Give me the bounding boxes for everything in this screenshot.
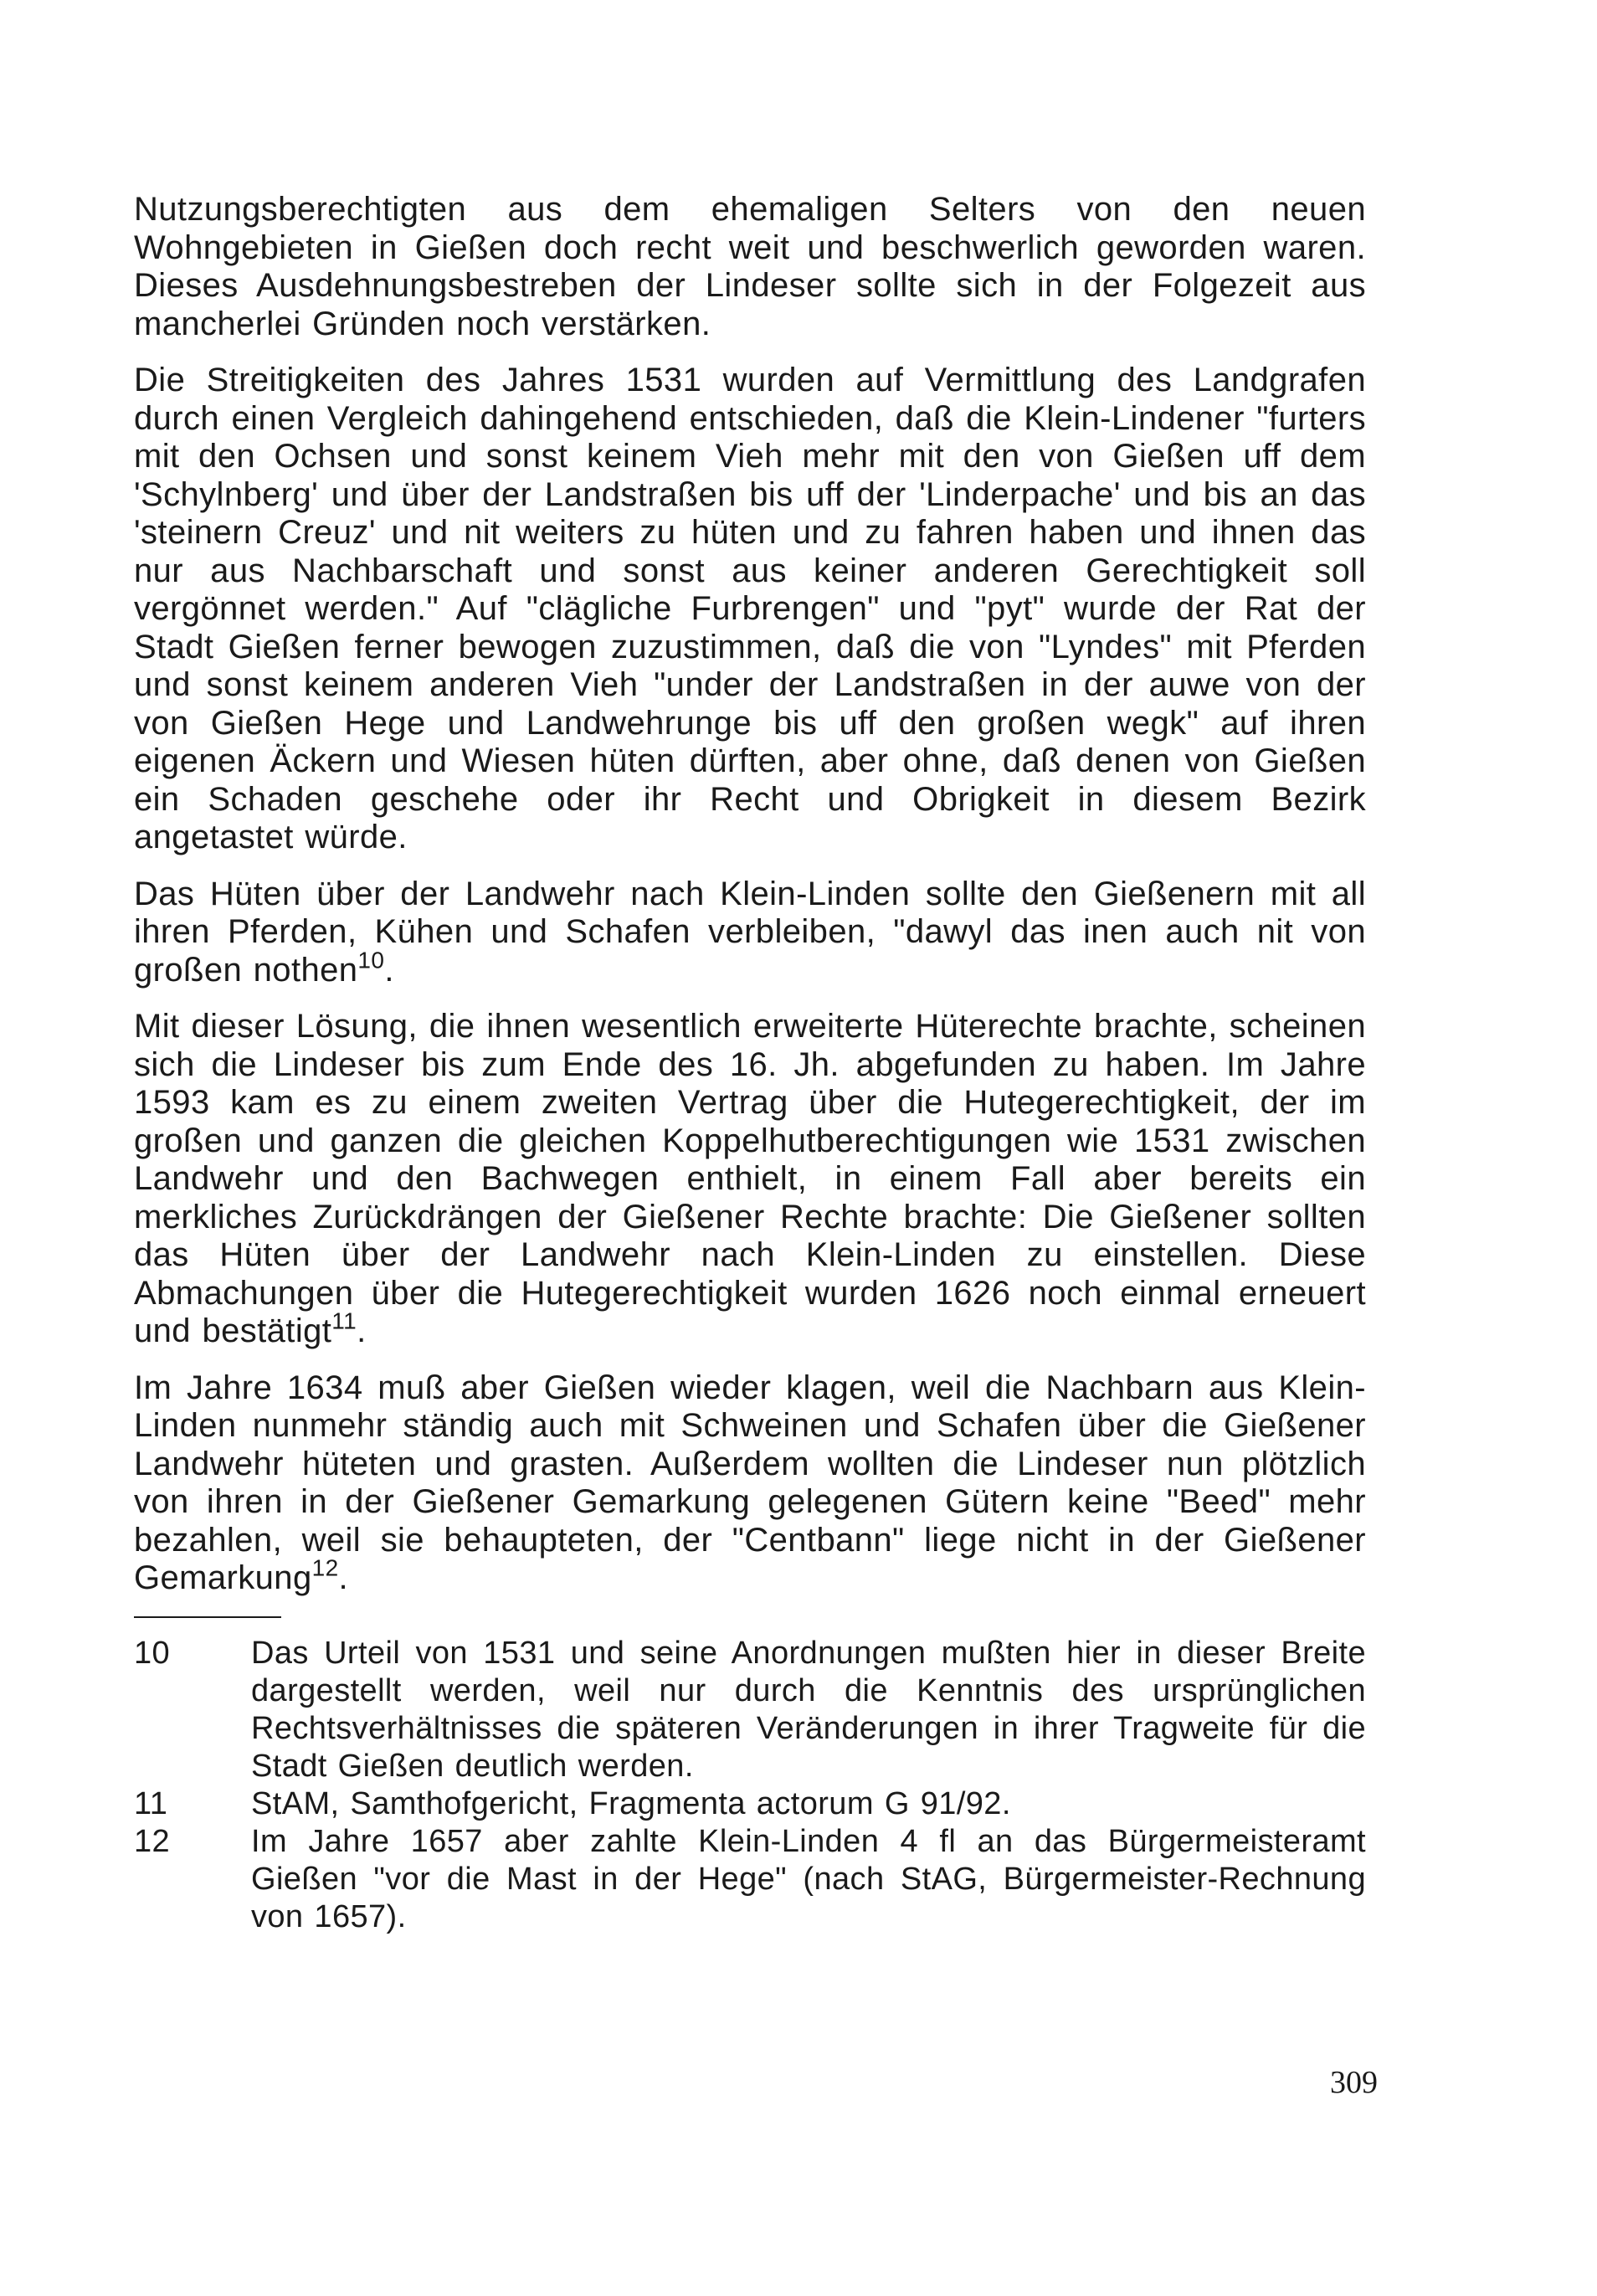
footnote-number: 11 [134, 1785, 168, 1821]
footnotes-list [134, 1635, 1366, 1936]
footnote-ref-11: 11 [331, 1307, 357, 1334]
footnote-number: 12 [134, 1823, 171, 1859]
footnote-separator [134, 1616, 281, 1618]
footnote-ref-10: 10 [357, 947, 385, 973]
page-content [134, 191, 1366, 1936]
paragraph-1 [134, 191, 1366, 343]
paragraph-1-text: Nutzungsberechtigten aus dem ehemaligen Selters von den neuen Wohngebieten in Gießen doch recht weit und beschwerlich geworden waren. Dieses Ausdehnungsbestreben der Lindeser sollte sich in der Folgezeit aus mancherlei Gründen noch verstärken. [134, 191, 1366, 342]
paragraph-3-text: Das Hüten über der Landwehr nach Klein-Linden sollte den Gießenern mit all ihren Pferden, Kühen und Schafen verbleiben, "dawyl das inen auch nit von großen nothen [134, 875, 1366, 989]
footnote-number: 10 [134, 1635, 171, 1671]
footnote-text: Im Jahre 1657 aber zahlte Klein-Linden 4 fl an das Bürgermeisteramt Gießen "vor die Mast in der Hege" (nach StAG, Bürgermeister-Rechnung von 1657). [251, 1823, 1366, 1934]
paragraph-2-text: Die Streitigkeiten des Jahres 1531 wurden auf Vermittlung des Landgrafen durch einen Vergleich dahingehend entschieden, daß die Klein-Lindener "furters mit den Ochsen und sonst keinem Vieh mehr mit den von Gießen uff dem 'Schylnberg' und über der Landstraßen bis uff der 'Linderpache' und bis an das 'steinern Creuz' und nit weiters zu hüten und zu fahren haben und ihnen das nur aus Nachbarschaft und sonst aus keiner anderen Gerechtigkeit soll vergönnet werden." Auf "clägliche Furbrengen" und "pyt" wurde der Rat der Stadt Gießen ferner bewogen zuzustimmen, daß die von "Lyndes" mit Pferden und sonst keinem anderen Vieh "under der Landstraßen in der auwe von der von Gießen Hege und Landwehrunge bis uff den großen wegk" auf ihren eigenen Äckern und Wiesen hüten dürften, aber ohne, daß denen von Gießen ein Schaden geschehe oder ihr Recht und Obrigkeit in diesem Bezirk angetastet würde. [134, 362, 1366, 855]
footnote-10 [134, 1635, 1366, 1785]
paragraph-4-text: Mit dieser Lösung, die ihnen wesentlich erweiterte Hüterechte brachte, scheinen sich die Lindeser bis zum Ende des 16. Jh. abgefunden zu haben. Im Jahre 1593 kam es zu einem zweiten Vertrag über die Hutegerechtigkeit, der im großen und ganzen die gleichen Koppelhutberechtigungen wie 1531 zwischen Landwehr und den Bachwegen enthielt, in einem Fall aber bereits ein merkliches Zurückdrängen der Gießener Rechte brachte: Die Gießener sollten das Hüten über der Landwehr nach Klein-Linden zu einstellen. Diese Abmachungen über die Hutegerechtigkeit wurden 1626 noch einmal erneuert und bestätigt [134, 1008, 1366, 1349]
paragraph-4: Mit dieser Lösung, die ihnen wesentlich erweiterte Hüterechte brachte, scheinen sich die Lindeser bis zum Ende des 16. Jh. abgefunden zu haben. Im Jahre 1593 kam es zu einem zweiten Vertrag über die Hutegerechtigkeit, der im großen und ganzen die gleichen Koppelhutberechtigungen wie 1531 zwischen Landwehr und den Bachwegen enthielt, in einem Fall aber bereits ein merkliches Zurückdrängen der Gießener Rechte brachte: Die Gießener sollten das Hüten über der Landwehr nach Klein-Linden zu einstellen. Diese Abmachungen über die Hutegerechtigkeit wurden 1626 noch einmal erneuert und bestätigt$^{11}$. [134, 1008, 1366, 1349]
footnote-text: Das Urteil von 1531 und seine Anordnungen mußten hier in dieser Breite dargestellt werden, weil nur durch die Kenntnis des ursprünglichen Rechtsverhältnisses die späteren Veränderungen in ihrer Tragweite für die Stadt Gießen deutlich werden. [251, 1635, 1366, 1784]
footnote-ref-12: 12 [311, 1554, 339, 1581]
paragraph-3: Das Hüten über der Landwehr nach Klein-Linden sollte den Gießenern mit all ihren Pferden, Kühen und Schafen verbleiben, "dawyl das inen auch nit von großen nothen$^{10}$. [134, 875, 1366, 989]
paragraph-5-text: Im Jahre 1634 muß aber Gießen wieder klagen, weil die Nachbarn aus Klein-Linden nunmehr ständig auch mit Schweinen und Schafen über die Gießener Landwehr hüteten und grasten. Außerdem wollten die Lindeser nun plötzlich von ihren in der Gießener Gemarkung gelegenen Gütern keine "Beed" mehr bezahlen, weil sie behaupteten, der "Centbann" liege nicht in der Gießener Gemarkung [134, 1369, 1366, 1596]
paragraph-2 [134, 362, 1366, 857]
paragraph-5: Im Jahre 1634 muß aber Gießen wieder klagen, weil die Nachbarn aus Klein-Linden nunmehr ständig auch mit Schweinen und Schafen über die Gießener Landwehr hüteten und grasten. Außerdem wollten die Lindeser nun plötzlich von ihren in der Gießener Gemarkung gelegenen Gütern keine "Beed" mehr bezahlen, weil sie behaupteten, der "Centbann" liege nicht in der Gießener Gemarkung$^{12}$. [134, 1369, 1366, 1596]
page-number: 309 [1330, 2065, 1378, 2100]
footnote-12 [134, 1823, 1366, 1936]
footnote-11 [134, 1785, 1366, 1823]
footnote-text: StAM, Samthofgericht, Fragmenta actorum G 91/92. [251, 1785, 1011, 1821]
